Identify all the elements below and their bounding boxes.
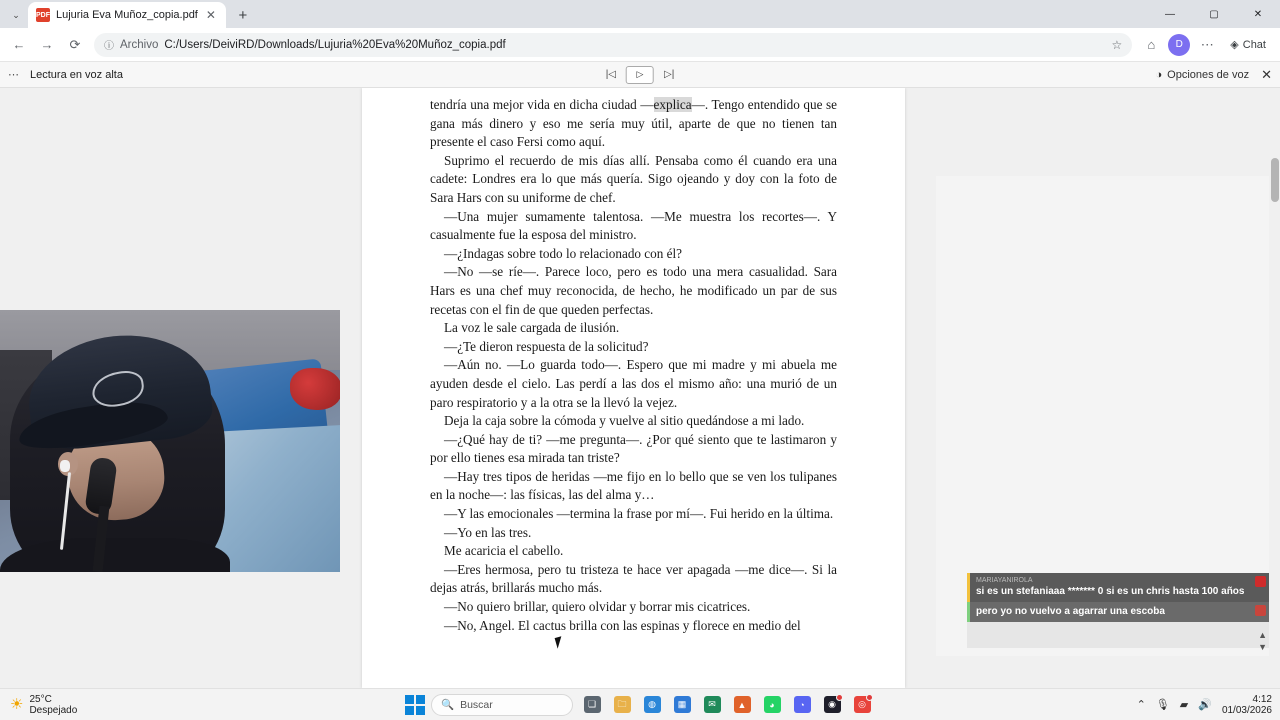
taskbar-icon-obs[interactable] — [819, 693, 845, 717]
address-bar[interactable] — [94, 33, 1132, 57]
start-button[interactable] — [405, 695, 425, 715]
earbud-icon — [60, 460, 70, 472]
taskbar-icon-file-explorer[interactable] — [609, 693, 635, 717]
windows-taskbar — [0, 688, 1280, 720]
avatar: D — [1168, 34, 1190, 56]
read-aloud-toolbar — [0, 62, 1280, 88]
search-placeholder: Buscar — [460, 698, 493, 711]
pdf-viewer[interactable] — [0, 88, 1280, 688]
taskbar-icon-vlc[interactable] — [729, 693, 755, 717]
browser-tab[interactable] — [28, 2, 226, 28]
pdf-paragraph: —¿Indagas sobre todo lo relacionado con él? — [444, 245, 683, 261]
chat-message-text: si es un stefaniaaa ******* 0 si es un chris hasta 100 años — [976, 586, 1245, 597]
chat-message-text: pero yo no vuelvo a agarrar una escoba — [976, 606, 1165, 617]
taskbar-app-icons — [579, 693, 875, 717]
pdf-paragraph: —Yo en las tres. — [444, 524, 532, 540]
pdf-paragraph: —Aún no. —Lo guarda todo—. Espero que mi madre y mi abuela me ayuden desde el cielo. Las perdí a las dos el mismo año: una murió de un paro respiratorio y a la otra se la llevó la vejez. — [430, 357, 837, 410]
chat-message[interactable] — [967, 573, 1269, 602]
address-url-text: C:/Users/DeiviRD/Downloads/Lujuria%20Eva%20Muñoz_copia.pdf — [164, 38, 506, 51]
chevron-down-icon[interactable]: ▼ — [1258, 642, 1267, 652]
tab-list-chevron-icon[interactable]: ⌄ — [12, 9, 20, 20]
chat-scroll-controls[interactable] — [1258, 630, 1267, 652]
whatsapp-icon: ◕ — [764, 696, 781, 713]
page-info-icon[interactable]: ⓘ — [104, 41, 114, 52]
notification-badge — [866, 694, 873, 701]
back-icon[interactable]: ← — [12, 37, 26, 52]
chevron-up-icon[interactable]: ▲ — [1258, 630, 1267, 640]
pdf-page-text — [362, 88, 905, 635]
voice-options-icon: ◑ — [1155, 68, 1163, 81]
calculator-icon: ▦ — [674, 696, 691, 713]
next-icon[interactable]: ▷| — [664, 69, 675, 80]
task-view-icon: ❏ — [584, 696, 601, 713]
mail-icon: ✉ — [704, 696, 721, 713]
voice-options-label: Opciones de voz — [1167, 68, 1250, 81]
taskbar-icon-whatsapp[interactable] — [759, 693, 785, 717]
vlc-icon: ▲ — [734, 696, 751, 713]
discord-icon: ◔ — [794, 696, 811, 713]
taskbar-search[interactable] — [431, 694, 573, 716]
play-button[interactable]: ▷ — [626, 66, 654, 84]
pdf-paragraph: —¿Te dieron respuesta de la solicitud? — [444, 338, 649, 354]
pdf-paragraph: —No quiero brillar, quiero olvidar y borrar mis cicatrices. — [444, 599, 751, 615]
weather-widget[interactable] — [0, 694, 150, 716]
pdf-paragraph: La voz le sale cargada de ilusión. — [444, 320, 620, 336]
notification-badge — [836, 694, 843, 701]
pdf-paragraph: Deja la caja sobre la cómoda y vuelve al sitio quedándose a mi lado. — [444, 413, 805, 429]
taskbar-icon-calculator[interactable] — [669, 693, 695, 717]
pdf-paragraph: —Una mujer sumamente talentosa. —Me muestra los recortes—. Y casualmente fue la esposa del ministro. — [430, 208, 837, 243]
new-tab-button[interactable]: + — [238, 6, 248, 24]
sun-icon: ☀ — [10, 696, 24, 713]
weather-temp: 25°C — [29, 693, 52, 705]
wifi-icon[interactable]: ▰ — [1179, 699, 1189, 711]
pdf-paragraph: —Hay tres tipos de heridas —me fijo en lo bello que se ven los tulipanes en la noche—: las físicas, las del alma y… — [430, 468, 837, 503]
chevron-up-icon[interactable]: ⌃ — [1136, 699, 1146, 711]
chat-message[interactable] — [967, 602, 1269, 622]
window-controls — [1148, 0, 1280, 28]
page-scrollbar[interactable] — [1269, 88, 1280, 688]
extensions-icon[interactable]: ⌂ — [1147, 37, 1156, 52]
chat-message-list[interactable] — [967, 573, 1269, 622]
read-aloud-menu-icon[interactable]: ⋯ — [8, 69, 20, 81]
pdf-page — [362, 88, 905, 688]
taskbar-icon-mail[interactable] — [699, 693, 725, 717]
bookmark-star-icon[interactable]: ☆ — [1111, 37, 1123, 52]
chat-button[interactable] — [1222, 35, 1274, 54]
reload-icon[interactable]: ⟳ — [69, 36, 81, 52]
pdf-paragraph: —¿Qué hay de ti? —me pregunta—. ¿Por qué siento que te lastimaron y por ello tienes esa mirada tan triste? — [430, 431, 837, 466]
read-aloud-right-group — [1156, 67, 1273, 83]
read-aloud-close-icon[interactable]: ✕ — [1261, 66, 1272, 82]
voice-options-button[interactable] — [1156, 69, 1250, 81]
browser-menu-icon[interactable]: ⋯ — [1200, 36, 1214, 52]
pdf-paragraph: —No —se ríe—. Parece loco, pero es todo una mera casualidad. Sara Hars es una chef muy reconocida, de hecho, he modificado un par de sus recetas con el fin de que queden perfectas. — [430, 264, 837, 317]
pdf-paragraph: Me acaricia el cabello. — [444, 543, 564, 559]
previous-icon[interactable]: |◁ — [605, 69, 616, 80]
taskbar-center-group — [405, 693, 875, 717]
clock-time: 4:12 — [1252, 693, 1272, 705]
webcam-red-object — [290, 368, 340, 410]
pdf-paragraph: tendría una mejor vida en dicha ciudad —explica—. Tengo entendido que se gana más dinero y eso me sería muy útil, aparte de que no tienen tan presente el caso Fersi como aquí. — [430, 97, 837, 150]
webcam-overlay — [0, 310, 340, 572]
browser-tab-title: Lujuria Eva Muñoz_copia.pdf — [56, 9, 198, 21]
pdf-paragraph: —Y las emocionales —termina la frase por mí—. Fui herido en la última. — [444, 506, 834, 522]
forward-icon[interactable]: → — [40, 37, 54, 52]
maximize-button[interactable]: ▢ — [1209, 8, 1219, 20]
chat-label: Chat — [1242, 38, 1266, 51]
chat-message-author: MARIAYANIROLA — [976, 577, 1033, 584]
taskbar-icon-microsoft-edge[interactable] — [639, 693, 665, 717]
volume-icon[interactable]: 🔊 — [1198, 699, 1212, 711]
obs-icon: ◉ — [824, 696, 841, 713]
clock[interactable] — [1222, 694, 1272, 716]
browser-tab-strip — [0, 0, 1280, 28]
address-scheme-label: Archivo — [120, 38, 159, 51]
pdf-paragraph: Suprimo el recuerdo de mis días allí. Pensaba como él cuando era una cadete: Londres era lo que más quería. Sigo ojeando y doy con la foto de Sara Hars con su uniforme de chef. — [430, 152, 837, 205]
close-window-button[interactable]: ✕ — [1253, 8, 1263, 20]
chrome-icon: ◎ — [854, 696, 871, 713]
profile-avatar[interactable] — [1166, 32, 1192, 58]
weather-condition: Despejado — [29, 704, 78, 716]
webcam-person-shoulder — [0, 538, 230, 572]
file-explorer-icon: 🗀 — [614, 696, 631, 713]
pdf-paragraph: —Eres hermosa, pero tu tristeza te hace ver apagada —me dice—. Si la dejas atrás, brillarás mucho más. — [430, 561, 837, 596]
scrollbar-thumb[interactable] — [1271, 158, 1279, 202]
browser-toolbar — [0, 28, 1280, 62]
read-aloud-controls — [606, 66, 675, 84]
alert-badge-icon — [1255, 576, 1266, 587]
microphone-icon[interactable]: 🎙 — [1155, 699, 1170, 711]
microsoft-edge-icon: ◍ — [644, 696, 661, 713]
chat-icon: ◈ — [1230, 39, 1239, 51]
minimize-button[interactable]: — — [1165, 8, 1175, 20]
system-tray — [1137, 694, 1272, 716]
taskbar-icon-task-view[interactable] — [579, 693, 605, 717]
read-aloud-title: Lectura en voz alta — [30, 68, 123, 81]
close-icon[interactable]: ✕ — [205, 8, 216, 22]
pdf-paragraph: —No, Angel. El cactus brilla con las espinas y florece en medio del — [444, 617, 801, 633]
search-icon: 🔍 — [441, 699, 455, 711]
taskbar-icon-discord[interactable] — [789, 693, 815, 717]
clock-date: 01/03/2026 — [1221, 704, 1272, 716]
pdf-badge-icon — [1255, 605, 1266, 616]
stream-chat-panel — [936, 176, 1269, 656]
read-aloud-highlight: explica — [653, 97, 692, 112]
pdf-favicon-icon: PDF — [36, 8, 50, 22]
taskbar-icon-chrome[interactable] — [849, 693, 875, 717]
chat-empty-area — [936, 176, 1269, 586]
